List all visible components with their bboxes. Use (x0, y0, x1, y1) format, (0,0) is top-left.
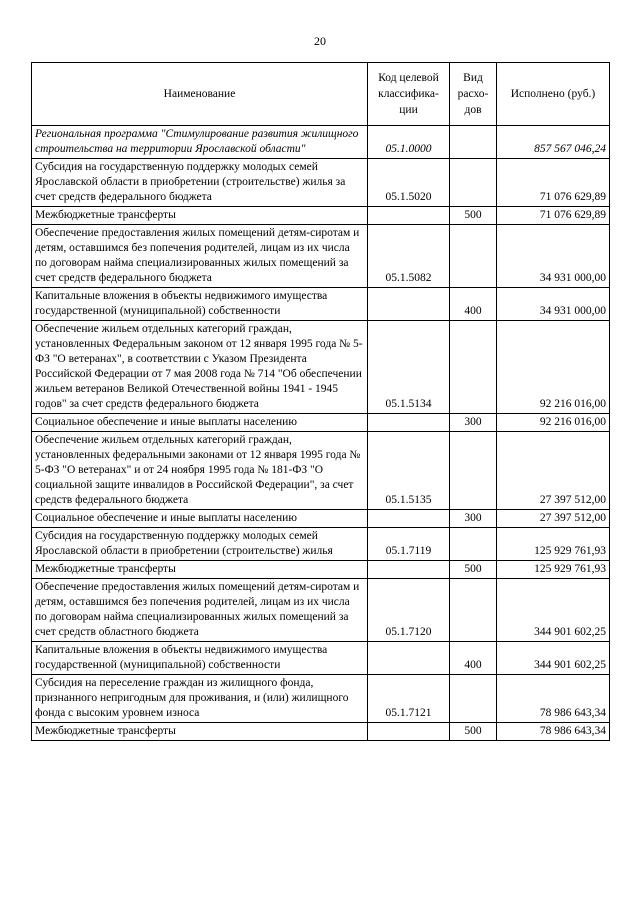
cell-code (368, 510, 450, 528)
header-type: Вид расхо- дов (450, 63, 497, 126)
table-row (32, 642, 610, 675)
cell-expense-type: 500 (450, 561, 497, 579)
cell-name: Субсидия на государственную поддержку молодых семей Ярославской области в приобретении (строительстве) жилья (32, 528, 368, 561)
cell-code (368, 561, 450, 579)
cell-code: 05.1.5135 (368, 432, 450, 510)
table-row (32, 414, 610, 432)
cell-executed-sum: 27 397 512,00 (497, 510, 610, 528)
cell-code: 05.1.7119 (368, 528, 450, 561)
cell-expense-type: 300 (450, 510, 497, 528)
cell-executed-sum: 34 931 000,00 (497, 288, 610, 321)
cell-executed-sum: 71 076 629,89 (497, 207, 610, 225)
cell-code (368, 288, 450, 321)
table-row (32, 528, 610, 561)
cell-name: Обеспечение жильем отдельных категорий граждан, установленных Федеральным законом от 12 января 1995 года № 5-ФЗ "О ветеранах", в соответствии с Указом Президента Российской Федерации от 7 мая 2008 года № 714 "Об обеспечении жильем ветеранов Великой Отечественной войны 1941 - 1945 годов" за счет средств федерального бюджета (32, 321, 368, 414)
table-row (32, 510, 610, 528)
table-row (32, 126, 610, 159)
cell-executed-sum: 125 929 761,93 (497, 561, 610, 579)
table-row (32, 225, 610, 288)
cell-expense-type: 400 (450, 288, 497, 321)
cell-expense-type (450, 675, 497, 723)
cell-name: Обеспечение предоставления жилых помещений детям-сиротам и детям, оставшимся без попечения родителей, лицам из их числа по договорам найма специализированных жилых помещений за счет средств областного бюджета (32, 579, 368, 642)
cell-executed-sum: 125 929 761,93 (497, 528, 610, 561)
cell-executed-sum: 92 216 016,00 (497, 321, 610, 414)
header-name: Наименование (32, 63, 368, 126)
cell-name: Капитальные вложения в объекты недвижимого имущества государственной (муниципальной) собственности (32, 288, 368, 321)
page-number: 20 (314, 34, 326, 48)
cell-expense-type (450, 432, 497, 510)
cell-expense-type: 500 (450, 207, 497, 225)
cell-code (368, 642, 450, 675)
cell-name: Социальное обеспечение и иные выплаты населению (32, 414, 368, 432)
cell-name: Капитальные вложения в объекты недвижимого имущества государственной (муниципальной) собственности (32, 642, 368, 675)
cell-code: 05.1.5134 (368, 321, 450, 414)
cell-code (368, 414, 450, 432)
cell-name: Межбюджетные трансферты (32, 207, 368, 225)
cell-code: 05.1.5020 (368, 159, 450, 207)
table-row (32, 159, 610, 207)
cell-name: Межбюджетные трансферты (32, 723, 368, 741)
cell-executed-sum: 27 397 512,00 (497, 432, 610, 510)
cell-name: Субсидия на государственную поддержку молодых семей Ярославской области в приобретении (строительстве) жилья за счет средств федерального бюджета (32, 159, 368, 207)
cell-expense-type (450, 225, 497, 288)
cell-name: Обеспечение жильем отдельных категорий граждан, установленных федеральными законами от 12 января 1995 года № 5-ФЗ "О ветеранах" и от 24 ноября 1995 года № 181-ФЗ "О социальной защите инвалидов в Российской Федерации", за счет средств федерального бюджета (32, 432, 368, 510)
cell-executed-sum: 857 567 046,24 (497, 126, 610, 159)
table-row (32, 561, 610, 579)
table-row (32, 675, 610, 723)
cell-name: Региональная программа "Стимулирование развития жилищного строительства на территории Ярославской области" (32, 126, 368, 159)
cell-code (368, 207, 450, 225)
cell-name: Социальное обеспечение и иные выплаты населению (32, 510, 368, 528)
cell-expense-type: 300 (450, 414, 497, 432)
cell-expense-type: 500 (450, 723, 497, 741)
cell-code: 05.1.7120 (368, 579, 450, 642)
cell-executed-sum: 344 901 602,25 (497, 579, 610, 642)
table-row (32, 321, 610, 414)
cell-executed-sum: 71 076 629,89 (497, 159, 610, 207)
cell-executed-sum: 344 901 602,25 (497, 642, 610, 675)
header-sum: Исполнено (руб.) (497, 63, 610, 126)
cell-code: 05.1.5082 (368, 225, 450, 288)
cell-expense-type: 400 (450, 642, 497, 675)
cell-code: 05.1.0000 (368, 126, 450, 159)
table-row (32, 432, 610, 510)
cell-name: Обеспечение предоставления жилых помещений детям-сиротам и детям, оставшимся без попечения родителей, лицам из их числа по договорам найма специализированных жилых помещений за счет средств федерального бюджета (32, 225, 368, 288)
header-code: Код целевой классифика- ции (368, 63, 450, 126)
cell-executed-sum: 92 216 016,00 (497, 414, 610, 432)
cell-name: Межбюджетные трансферты (32, 561, 368, 579)
cell-name: Субсидия на переселение граждан из жилищного фонда, признанного непригодным для проживания, и (или) жилищного фонда с высоким уровнем износа (32, 675, 368, 723)
cell-expense-type (450, 579, 497, 642)
table-row (32, 723, 610, 741)
cell-executed-sum: 34 931 000,00 (497, 225, 610, 288)
table-row (32, 207, 610, 225)
cell-executed-sum: 78 986 643,34 (497, 675, 610, 723)
table-header-row (32, 63, 610, 126)
table-row (32, 579, 610, 642)
cell-code: 05.1.7121 (368, 675, 450, 723)
cell-expense-type (450, 528, 497, 561)
budget-execution-table (31, 62, 610, 741)
cell-expense-type (450, 126, 497, 159)
table-row (32, 288, 610, 321)
cell-executed-sum: 78 986 643,34 (497, 723, 610, 741)
cell-code (368, 723, 450, 741)
cell-expense-type (450, 321, 497, 414)
cell-expense-type (450, 159, 497, 207)
